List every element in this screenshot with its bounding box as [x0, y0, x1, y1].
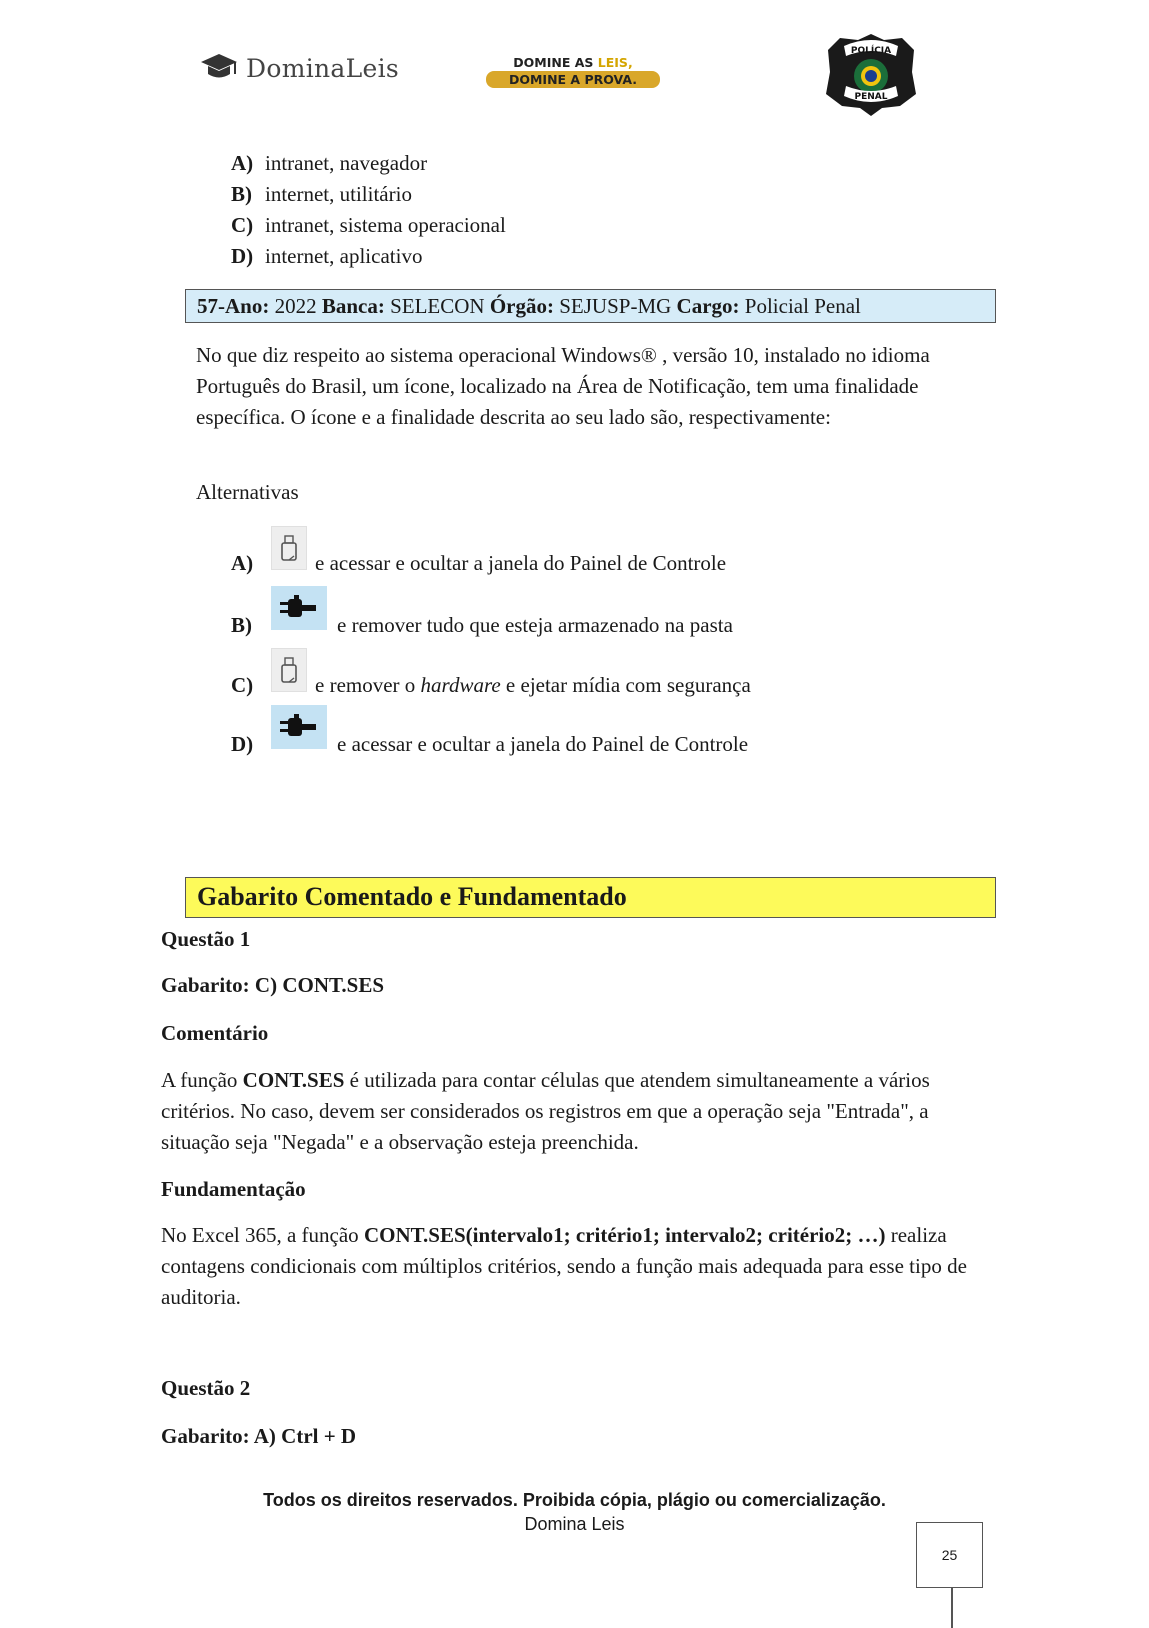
banca-label: Banca:: [321, 294, 385, 318]
tagline-highlight: LEIS,: [597, 55, 633, 70]
alternative-text-italic: hardware: [420, 673, 501, 697]
question-2-answer: Gabarito: A) Ctrl + D: [161, 1424, 357, 1448]
alternative-letter: C): [231, 673, 254, 697]
logo-text: DominaLeis: [246, 53, 400, 83]
option-text: internet, aplicativo: [265, 244, 423, 268]
usb-drive-icon: [271, 526, 307, 570]
graduation-cap-icon: [200, 52, 238, 84]
alternative-text: e remover tudo que esteja armazenado na pasta: [337, 613, 733, 637]
comentario-title: Comentário: [161, 1021, 269, 1045]
power-plug-icon: [271, 705, 327, 749]
page-number-divider: [951, 1588, 953, 1628]
option-a: [231, 148, 506, 179]
alternatives-label: Alternativas: [196, 480, 299, 504]
dominaleis-logo: [200, 52, 399, 84]
option-text: intranet, navegador: [265, 151, 428, 175]
alternative-letter: B): [231, 613, 252, 637]
page-number: 25: [916, 1522, 983, 1588]
copyright-notice: Todos os direitos reservados. Proibida cópia, plágio ou comercialização.: [263, 1490, 886, 1510]
footer-brand: Domina Leis: [524, 1514, 625, 1534]
alternative-b: [231, 594, 733, 638]
previous-question-options: [231, 148, 506, 272]
question-header-banner: [185, 289, 996, 323]
alternative-text-part: e ejetar mídia com segurança: [500, 673, 751, 697]
badge-top-text: POLÍCIA: [850, 46, 892, 56]
power-plug-icon: [271, 586, 327, 630]
question-1-answer: Gabarito: C) CONT.SES: [161, 973, 385, 997]
alternative-text-part: e remover o: [315, 673, 421, 697]
banca-value: SELECON: [384, 294, 490, 318]
tagline-text: DOMINE AS: [513, 55, 598, 70]
fundamentacao-function: CONT.SES(intervalo1; critério1; intervalo2; critério2; …): [363, 1223, 886, 1247]
question-2-title: Questão 2: [161, 1376, 251, 1400]
badge-bottom-text: PENAL: [854, 92, 888, 102]
policia-penal-badge-icon: [822, 32, 920, 118]
question-body: No que diz respeito ao sistema operacional Windows® , versão 10, instalado no idioma Português do Brasil, um ícone, localizado na Área de Notificação, tem uma finalidade específica. O ícone e a finalidade descrita ao seu lado são, respectivamente:: [196, 343, 930, 429]
alternative-letter: D): [231, 732, 254, 756]
question-1-title: Questão 1: [161, 927, 251, 951]
fundamentacao-title: Fundamentação: [161, 1177, 306, 1201]
orgao-value: SEJUSP-MG: [554, 294, 677, 318]
option-letter: A): [231, 151, 254, 175]
tagline-line2: DOMINE A PROVA.: [486, 71, 660, 88]
question-year: 2022: [269, 294, 322, 318]
orgao-label: Órgão:: [489, 294, 554, 318]
cargo-label: Cargo:: [676, 294, 740, 318]
alternative-text: [315, 673, 751, 698]
option-text: internet, utilitário: [265, 182, 412, 206]
comentario-function: CONT.SES: [242, 1068, 345, 1092]
alternative-text: e acessar e ocultar a janela do Painel de Controle: [337, 732, 749, 756]
alternative-c: [231, 654, 751, 698]
alternative-letter: A): [231, 551, 254, 575]
cargo-value: Policial Penal: [739, 294, 861, 318]
option-b: [231, 179, 506, 210]
comentario-part: é utilizada para contar células que atendem simultaneamente a vários critérios. No caso, devem ser considerados os registros em que a operação seja "Entrada", a situação seja "Negada" e a observação esteja preenchida.: [161, 1068, 930, 1154]
option-d: [231, 241, 506, 272]
comentario-text: [161, 1065, 981, 1158]
option-letter: C): [231, 213, 254, 237]
fundamentacao-part: realiza contagens condicionais com múltiplos critérios, sendo a função mais adequada para esse tipo de auditoria.: [161, 1223, 967, 1309]
tagline: [486, 55, 660, 88]
fundamentacao-part: No Excel 365, a função: [161, 1223, 364, 1247]
fundamentacao-text: [161, 1220, 981, 1313]
alternative-d: [231, 713, 748, 757]
option-letter: D): [231, 244, 254, 268]
alternative-a: [231, 532, 726, 576]
option-letter: B): [231, 182, 252, 206]
option-c: [231, 210, 506, 241]
usb-drive-icon: [271, 648, 307, 692]
comentario-part: A função: [161, 1068, 243, 1092]
alternative-text: e acessar e ocultar a janela do Painel de Controle: [315, 551, 727, 575]
page-header: [0, 0, 1149, 130]
tagline-line1: [486, 55, 660, 71]
question-number: 57-Ano:: [197, 294, 270, 318]
option-text: intranet, sistema operacional: [265, 213, 506, 237]
answer-key-banner: Gabarito Comentado e Fundamentado: [185, 877, 996, 918]
